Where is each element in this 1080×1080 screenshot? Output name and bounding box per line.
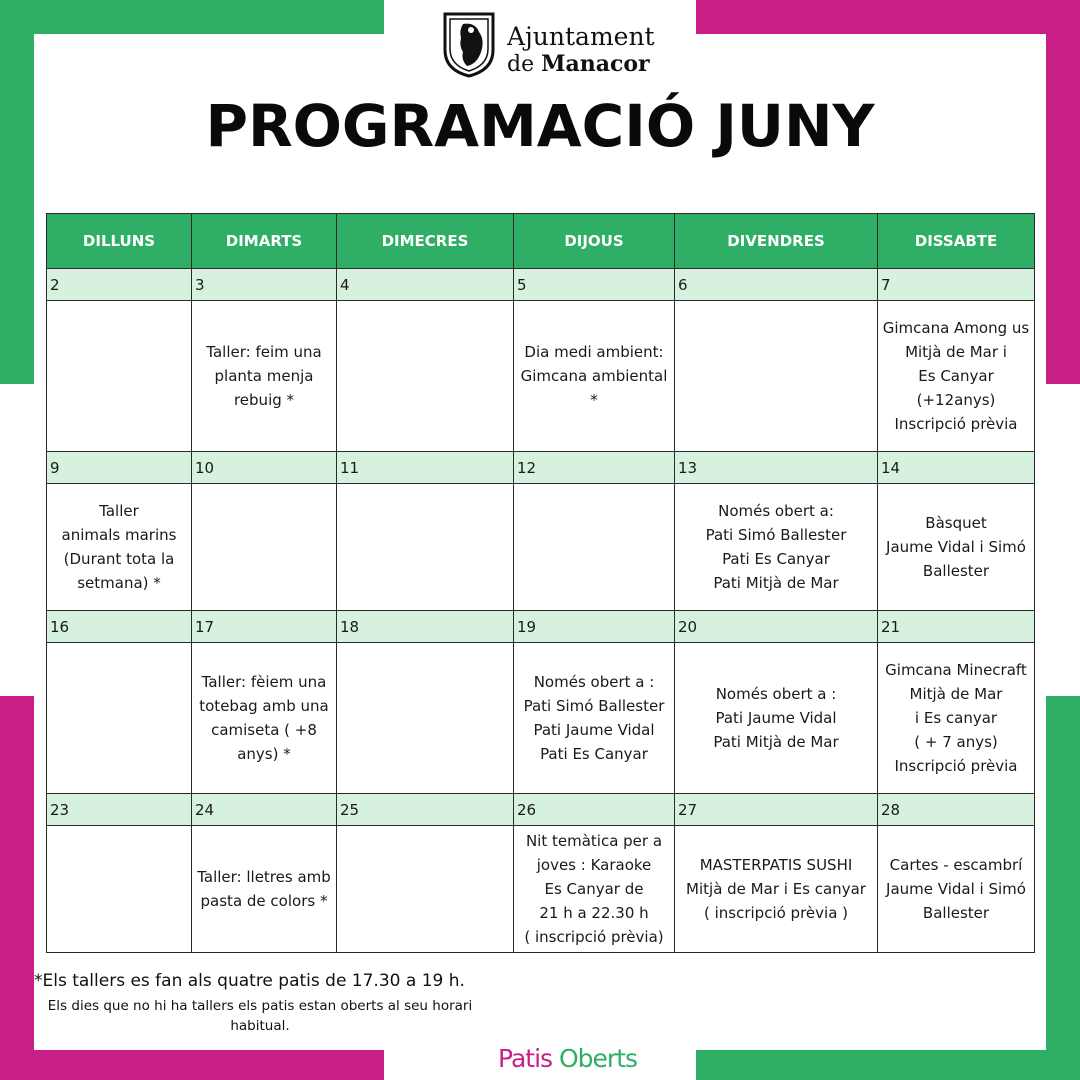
day-number: 27 (675, 794, 878, 826)
logo-line2-prefix: de (507, 52, 535, 77)
header-cell: DIMARTS (192, 214, 337, 269)
brand-word2: Oberts (559, 1044, 638, 1073)
header-row (47, 214, 1035, 269)
event-cell (337, 301, 514, 452)
day-number: 3 (192, 269, 337, 301)
patis-oberts-brand (498, 1044, 637, 1073)
event-text: Gimcana Minecraft Mitjà de Mar i Es canyar ( + 7 anys) Inscripció prèvia (885, 661, 1027, 775)
event-text: MASTERPATIS SUSHI Mitjà de Mar i Es canyar ( inscripció prèvia ) (686, 856, 866, 922)
decor-pink-bottom-left-bar (0, 1050, 384, 1080)
day-number: 18 (337, 611, 514, 643)
day-number: 17 (192, 611, 337, 643)
logo-line2-bold: Manacor (541, 51, 650, 77)
event-cell (878, 301, 1035, 452)
decor-green-top-left-bar (0, 0, 384, 34)
event-cell (337, 826, 514, 953)
day-number: 13 (675, 452, 878, 484)
day-number: 24 (192, 794, 337, 826)
event-cell (878, 826, 1035, 953)
event-text: Taller animals marins (Durant tota la setmana) * (61, 502, 177, 592)
event-text: Gimcana Among us Mitjà de Mar i Es Canyar (+12anys) Inscripció prèvia (882, 319, 1030, 433)
decor-green-bottom-right-bar (696, 1050, 1080, 1080)
brand-word1: Patis (498, 1044, 553, 1073)
header-cell: DIVENDRES (675, 214, 878, 269)
event-cell (878, 484, 1035, 611)
logo-line1: Ajuntament (507, 22, 655, 51)
day-number: 20 (675, 611, 878, 643)
ajuntament-logo (441, 10, 661, 80)
footnote: *Els tallers es fan als quatre patis de 17.30 a 19 h. (34, 971, 465, 991)
day-number: 2 (47, 269, 192, 301)
day-number: 5 (514, 269, 675, 301)
day-number: 26 (514, 794, 675, 826)
event-row (47, 826, 1035, 953)
event-cell (675, 484, 878, 611)
day-number: 7 (878, 269, 1035, 301)
event-cell (514, 643, 675, 794)
day-number: 16 (47, 611, 192, 643)
day-number: 4 (337, 269, 514, 301)
event-text: Taller: lletres amb pasta de colors * (197, 868, 331, 910)
day-number: 14 (878, 452, 1035, 484)
day-number: 19 (514, 611, 675, 643)
event-text: Només obert a: Pati Simó Ballester Pati Es Canyar Pati Mitjà de Mar (705, 502, 847, 592)
event-text: Taller: fèiem una totebag amb una camiseta ( +8 anys) * (199, 673, 329, 763)
footnote-hours: Els dies que no hi ha tallers els patis estan oberts al seu horari habitual. (47, 998, 473, 1034)
event-cell (675, 643, 878, 794)
day-number-row (47, 794, 1035, 826)
decor-pink-top-right-bar (696, 0, 1080, 34)
decor-green-bottom-right-side (1046, 696, 1080, 1080)
event-text: Cartes - escambrí Jaume Vidal i Simó Ballester (886, 856, 1026, 922)
event-cell (47, 484, 192, 611)
decor-green-top-left-side (0, 0, 34, 384)
event-cell (47, 643, 192, 794)
event-cell (514, 301, 675, 452)
header-cell: DILLUNS (47, 214, 192, 269)
event-cell (514, 826, 675, 953)
event-row (47, 484, 1035, 611)
header-cell: DIJOUS (514, 214, 675, 269)
event-cell (675, 301, 878, 452)
day-number: 9 (47, 452, 192, 484)
day-number-row (47, 269, 1035, 301)
day-number: 11 (337, 452, 514, 484)
event-row (47, 301, 1035, 452)
event-text: Només obert a : Pati Jaume Vidal Pati Mitjà de Mar (713, 685, 839, 751)
day-number: 23 (47, 794, 192, 826)
event-text: Taller: feim una planta menja rebuig * (206, 343, 322, 409)
logo-line2 (507, 52, 650, 77)
event-cell (337, 643, 514, 794)
event-row (47, 643, 1035, 794)
day-number: 28 (878, 794, 1035, 826)
day-number: 25 (337, 794, 514, 826)
header-cell: DISSABTE (878, 214, 1035, 269)
event-text: Només obert a : Pati Simó Ballester Pati Jaume Vidal Pati Es Canyar (523, 673, 665, 763)
event-cell (192, 826, 337, 953)
event-text: Nit temàtica per a joves : Karaoke Es Canyar de 21 h a 22.30 h ( inscripció prèvia) (524, 832, 664, 946)
header-cell: DIMECRES (337, 214, 514, 269)
day-number: 12 (514, 452, 675, 484)
day-number-row (47, 452, 1035, 484)
event-cell (47, 301, 192, 452)
decor-pink-bottom-left-side (0, 696, 34, 1080)
event-cell (47, 826, 192, 953)
day-number: 10 (192, 452, 337, 484)
day-number: 6 (675, 269, 878, 301)
page-title: PROGRAMACIÓ JUNY (205, 92, 875, 160)
event-cell (878, 643, 1035, 794)
day-number-row (47, 611, 1035, 643)
calendar-table (46, 213, 1035, 953)
event-cell (337, 484, 514, 611)
decor-pink-top-right-side (1046, 0, 1080, 384)
event-cell (192, 484, 337, 611)
event-cell (514, 484, 675, 611)
event-text: Dia medi ambient: Gimcana ambiental * (520, 343, 668, 409)
day-number: 21 (878, 611, 1035, 643)
event-cell (675, 826, 878, 953)
municipal-shield-icon (441, 10, 497, 78)
event-cell (192, 643, 337, 794)
event-text: Bàsquet Jaume Vidal i Simó Ballester (886, 514, 1026, 580)
event-cell (192, 301, 337, 452)
